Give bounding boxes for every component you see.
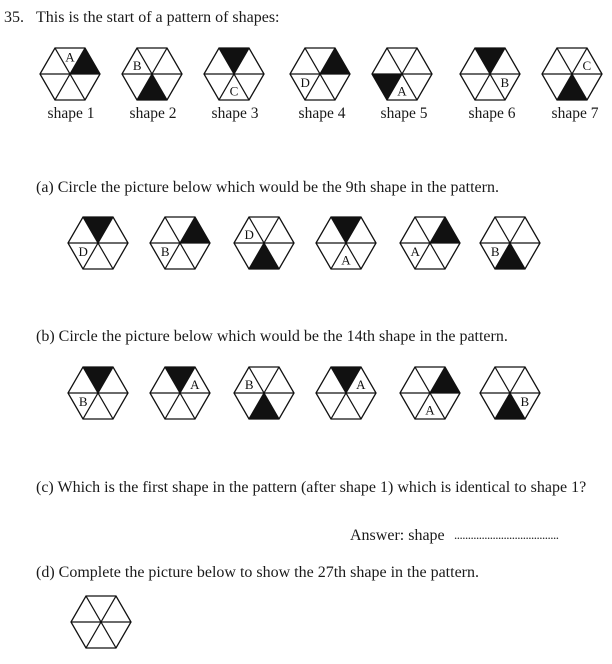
shape-caption-1: shape 1: [47, 105, 95, 122]
triangle-letter-label: A: [190, 376, 200, 392]
triangle-letter-label: A: [356, 376, 366, 392]
shaded-triangle: [137, 74, 167, 100]
pattern-sequence: [40, 48, 602, 100]
triangle-letter-label: B: [244, 376, 254, 392]
shaded-triangle: [249, 243, 279, 269]
shape-caption-5: shape 5: [380, 105, 428, 122]
triangle-letter-label: A: [341, 252, 351, 268]
shaded-triangle: [475, 48, 505, 74]
sequence-hexagon-4: [290, 48, 350, 100]
option-b-hexagon-4[interactable]: [316, 367, 376, 419]
triangle-letter-label: B: [78, 394, 88, 410]
triangle-letter-label: B: [520, 394, 530, 410]
shape-caption-2: shape 2: [129, 105, 177, 122]
answer-label: Answer: shape: [350, 527, 445, 544]
triangle-letter-label: A: [410, 244, 420, 260]
shaded-triangle: [495, 243, 525, 269]
shaded-triangle: [180, 217, 210, 243]
shape-caption-7: shape 7: [551, 105, 599, 122]
sequence-hexagon-1: [40, 48, 100, 100]
triangle-letter-label: B: [490, 244, 500, 260]
shaded-triangle: [83, 367, 113, 393]
triangle-letter-label: C: [229, 83, 239, 99]
sequence-hexagon-3: [204, 48, 264, 100]
option-a-hexagon-5[interactable]: [400, 217, 460, 269]
triangle-letter-label: A: [65, 49, 75, 65]
triangle-letter-label: A: [425, 402, 435, 418]
shaded-triangle: [430, 217, 460, 243]
triangle-letter-label: D: [300, 75, 310, 91]
option-b-hexagon-3[interactable]: [234, 367, 294, 419]
shaded-triangle: [320, 48, 350, 74]
shaded-triangle: [331, 217, 361, 243]
part-b-options[interactable]: [68, 367, 540, 419]
option-b-hexagon-6[interactable]: [480, 367, 540, 419]
question-number: 35.: [4, 9, 24, 26]
shaded-triangle: [557, 74, 587, 100]
part-d-blank-hexagon[interactable]: [71, 596, 131, 648]
option-b-hexagon-1[interactable]: [68, 367, 128, 419]
question-intro: This is the start of a pattern of shapes:: [36, 9, 280, 26]
triangle-letter-label: C: [582, 57, 592, 73]
blank-hexagon-1[interactable]: [71, 596, 131, 648]
option-a-hexagon-1[interactable]: [68, 217, 128, 269]
option-a-hexagon-4[interactable]: [316, 217, 376, 269]
shaded-triangle: [249, 393, 279, 419]
shape-caption-6: shape 6: [468, 105, 516, 122]
option-a-hexagon-6[interactable]: [480, 217, 540, 269]
shape-caption-4: shape 4: [298, 105, 346, 122]
triangle-letter-label: A: [397, 83, 407, 99]
shaded-triangle: [219, 48, 249, 74]
shape-caption-3: shape 3: [211, 105, 259, 122]
part-a-options[interactable]: [68, 217, 540, 269]
triangle-letter-label: D: [78, 244, 88, 260]
part-c-text: (c) Which is the first shape in the pattern (after shape 1) which is identical to shape 1?: [36, 479, 587, 496]
triangle-letter-label: D: [244, 226, 254, 242]
part-d-text: (d) Complete the picture below to show the 27th shape in the pattern.: [36, 564, 479, 581]
triangle-letter-label: B: [132, 57, 142, 73]
sequence-hexagon-6: [460, 48, 520, 100]
shaded-triangle: [83, 217, 113, 243]
option-a-hexagon-3[interactable]: [234, 217, 294, 269]
shaded-triangle: [430, 367, 460, 393]
option-b-hexagon-2[interactable]: [150, 367, 210, 419]
option-b-hexagon-5[interactable]: [400, 367, 460, 419]
option-a-hexagon-2[interactable]: [150, 217, 210, 269]
triangle-letter-label: B: [160, 244, 170, 260]
sequence-hexagon-5: [372, 48, 432, 100]
triangle-letter-label: B: [500, 75, 510, 91]
sequence-hexagon-7: [542, 48, 602, 100]
answer-blank[interactable]: ......................................: [454, 527, 559, 542]
sequence-hexagon-2: [122, 48, 182, 100]
part-b-text: (b) Circle the picture below which would be the 14th shape in the pattern.: [36, 328, 508, 345]
part-a-text: (a) Circle the picture below which would be the 9th shape in the pattern.: [36, 179, 499, 196]
